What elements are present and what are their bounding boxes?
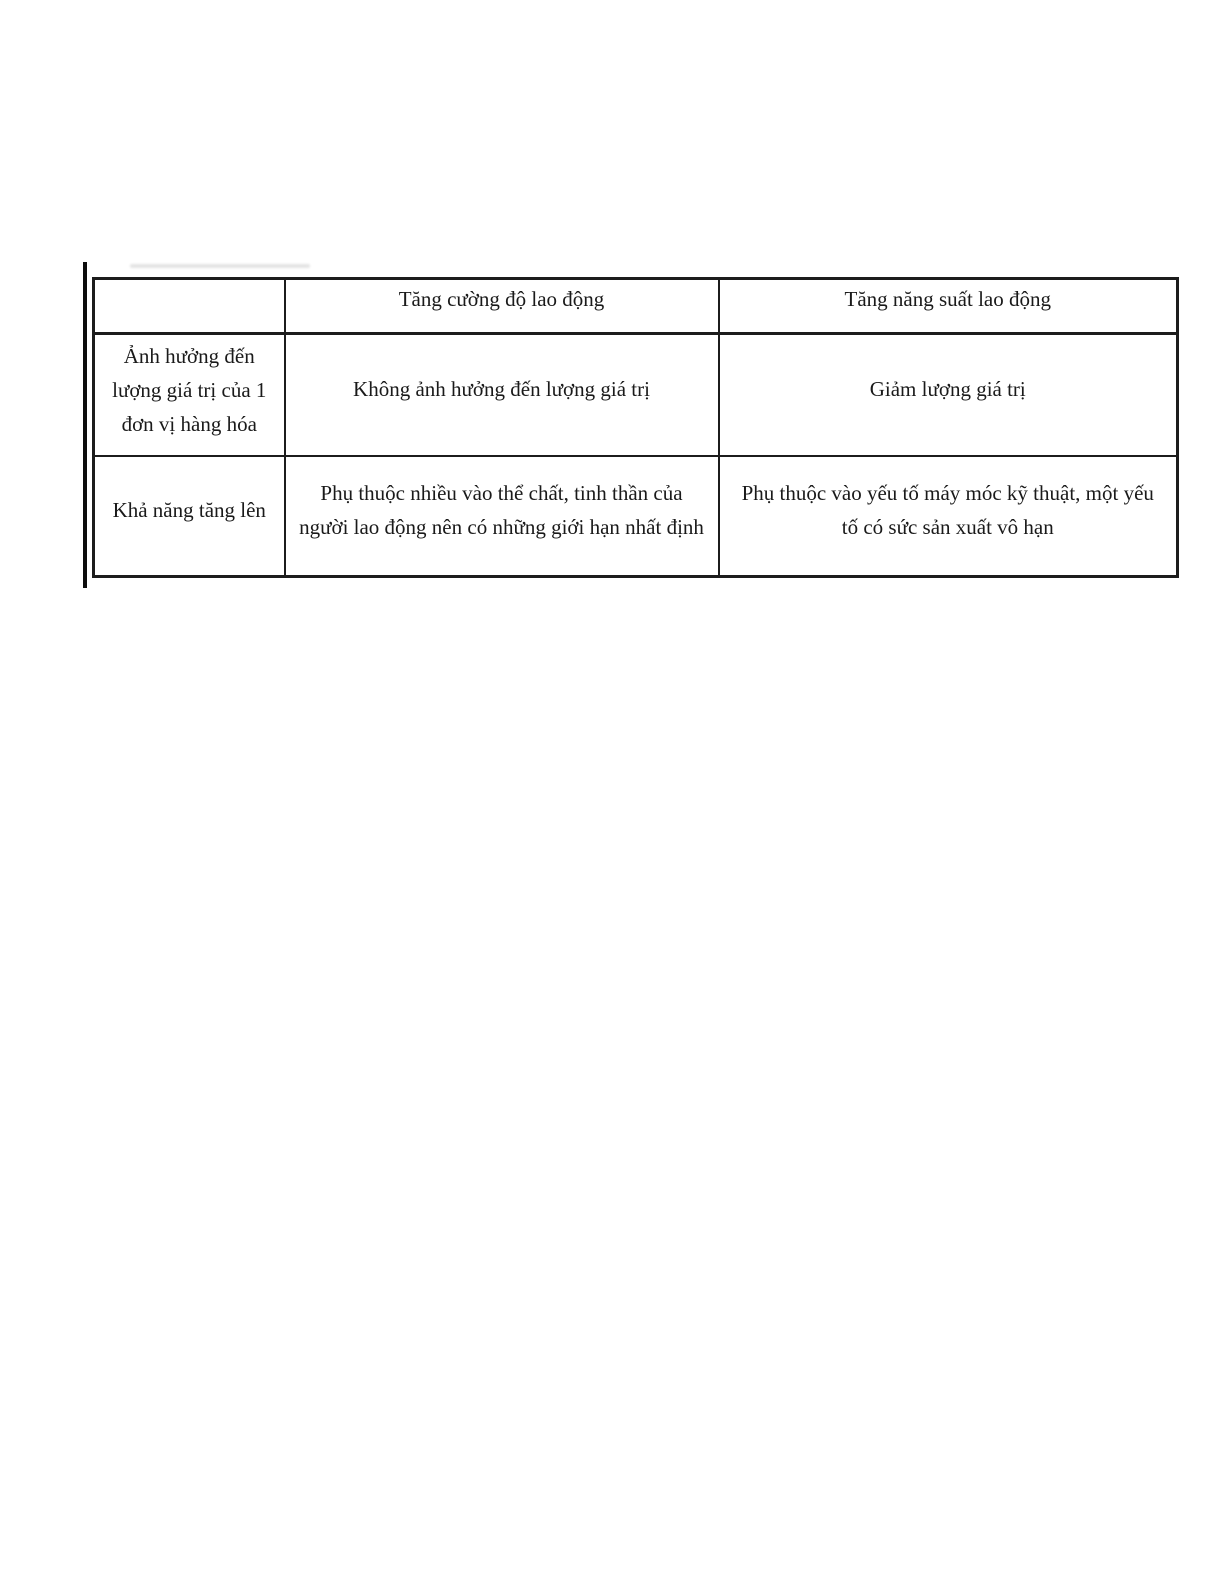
row-label-value-effect: Ảnh hưởng đến lượng giá trị của 1 đơn vị hàng hóa	[94, 334, 285, 457]
cell-productivity-value-effect: Giảm lượng giá trị	[719, 334, 1178, 457]
table-row-value-effect	[94, 334, 1178, 457]
scan-artifact	[130, 264, 310, 268]
header-cell-empty	[94, 279, 285, 334]
table-header-row	[94, 279, 1178, 334]
cell-intensity-increase-capacity: Phụ thuộc nhiều vào thể chất, tinh thần của người lao động nên có những giới hạn nhất định	[285, 456, 719, 576]
row-label-increase-capacity: Khả năng tăng lên	[94, 456, 285, 576]
header-cell-labor-intensity: Tăng cường độ lao động	[285, 279, 719, 334]
table-row-increase-capacity	[94, 456, 1178, 576]
revision-change-bar	[83, 262, 87, 588]
labor-comparison-table	[92, 277, 1179, 578]
cell-intensity-value-effect: Không ảnh hưởng đến lượng giá trị	[285, 334, 719, 457]
cell-productivity-increase-capacity: Phụ thuộc vào yếu tố máy móc kỹ thuật, một yếu tố có sức sản xuất vô hạn	[719, 456, 1178, 576]
header-cell-labor-productivity: Tăng năng suất lao động	[719, 279, 1178, 334]
